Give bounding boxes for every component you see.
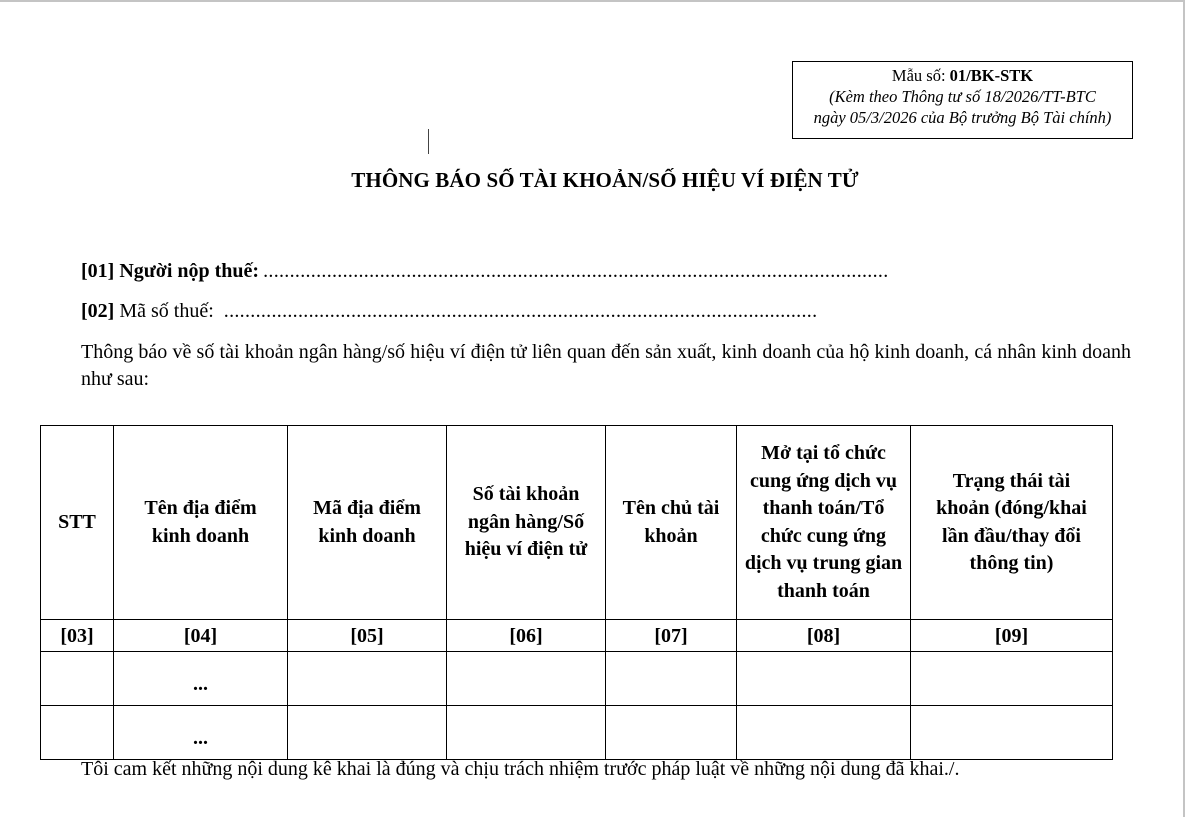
- code-07: [07]: [606, 620, 737, 652]
- table-cell-stt[interactable]: [41, 706, 114, 760]
- table-cell-account-holder[interactable]: [606, 706, 737, 760]
- table-row: [41, 652, 1113, 706]
- tax-code-number: [02]: [81, 300, 115, 322]
- tax-code-field[interactable]: [81, 300, 988, 323]
- circular-reference-line2: ngày 05/3/2026 của Bộ trưởng Bộ Tài chính): [813, 108, 1112, 127]
- table-header-row: [41, 426, 1113, 620]
- header-stt: STT: [41, 426, 114, 620]
- form-number-code: 01/BK-STK: [949, 66, 1034, 85]
- table-cell-location-code[interactable]: [288, 706, 447, 760]
- accounts-table: [40, 425, 1113, 760]
- code-08: [08]: [737, 620, 911, 652]
- text-cursor: [428, 129, 429, 154]
- circular-reference-line1: (Kèm theo Thông tư số 18/2026/TT-BTC: [829, 87, 1096, 106]
- code-03: [03]: [41, 620, 114, 652]
- header-account-holder: Tên chủ tài khoản: [606, 426, 737, 620]
- table-cell-stt[interactable]: [41, 652, 114, 706]
- form-number-label: Mẫu số:: [891, 66, 950, 85]
- table-cell-account-number[interactable]: [447, 706, 606, 760]
- taxpayer-field[interactable]: [81, 260, 979, 283]
- table-cell-location-name[interactable]: ...: [114, 706, 288, 760]
- code-05: [05]: [288, 620, 447, 652]
- code-04: [04]: [114, 620, 288, 652]
- document-title: THÔNG BÁO SỐ TÀI KHOẢN/SỐ HIỆU VÍ ĐIỆN TỬ: [351, 168, 859, 192]
- header-business-location-code: Mã địa điểm kinh doanh: [288, 426, 447, 620]
- commitment-paragraph: Tôi cam kết những nội dung kê khai là đúng và chịu trách nhiệm trước pháp luật về những nội dung đã khai./.: [81, 758, 960, 780]
- header-payment-provider: Mở tại tổ chức cung ứng dịch vụ thanh toán/Tổ chức cung ứng dịch vụ trung gian thanh toán: [737, 426, 911, 620]
- taxpayer-fill-line[interactable]: ......................................................................................................................: [263, 260, 889, 282]
- column-code-row: [41, 620, 1113, 652]
- form-number-box: [792, 61, 1133, 139]
- header-business-location-name: Tên địa điểm kinh doanh: [114, 426, 288, 620]
- table-cell-payment-provider[interactable]: [737, 706, 911, 760]
- tax-code-fill-line[interactable]: ................................................................................................................: [223, 300, 818, 322]
- code-06: [06]: [447, 620, 606, 652]
- form-number-line: [793, 65, 1132, 86]
- table-row: [41, 706, 1113, 760]
- taxpayer-label: [01] Người nộp thuế:: [81, 260, 260, 282]
- header-account-number: Số tài khoản ngân hàng/Số hiệu ví điện tử: [447, 426, 606, 620]
- table-cell-account-status[interactable]: [911, 706, 1113, 760]
- table-cell-location-name[interactable]: ...: [114, 652, 288, 706]
- header-account-status: Trạng thái tài khoản (đóng/khai lần đầu/thay đổi thông tin): [911, 426, 1113, 620]
- table-cell-account-number[interactable]: [447, 652, 606, 706]
- table-cell-payment-provider[interactable]: [737, 652, 911, 706]
- table-cell-account-holder[interactable]: [606, 652, 737, 706]
- intro-paragraph: Thông báo về số tài khoản ngân hàng/số hiệu ví điện tử liên quan đến sản xuất, kinh doanh của hộ kinh doanh, cá nhân kinh doanh như sau:: [81, 341, 1131, 390]
- table-cell-account-status[interactable]: [911, 652, 1113, 706]
- code-09: [09]: [911, 620, 1113, 652]
- table-cell-location-code[interactable]: [288, 652, 447, 706]
- tax-code-label: Mã số thuế:: [114, 300, 224, 322]
